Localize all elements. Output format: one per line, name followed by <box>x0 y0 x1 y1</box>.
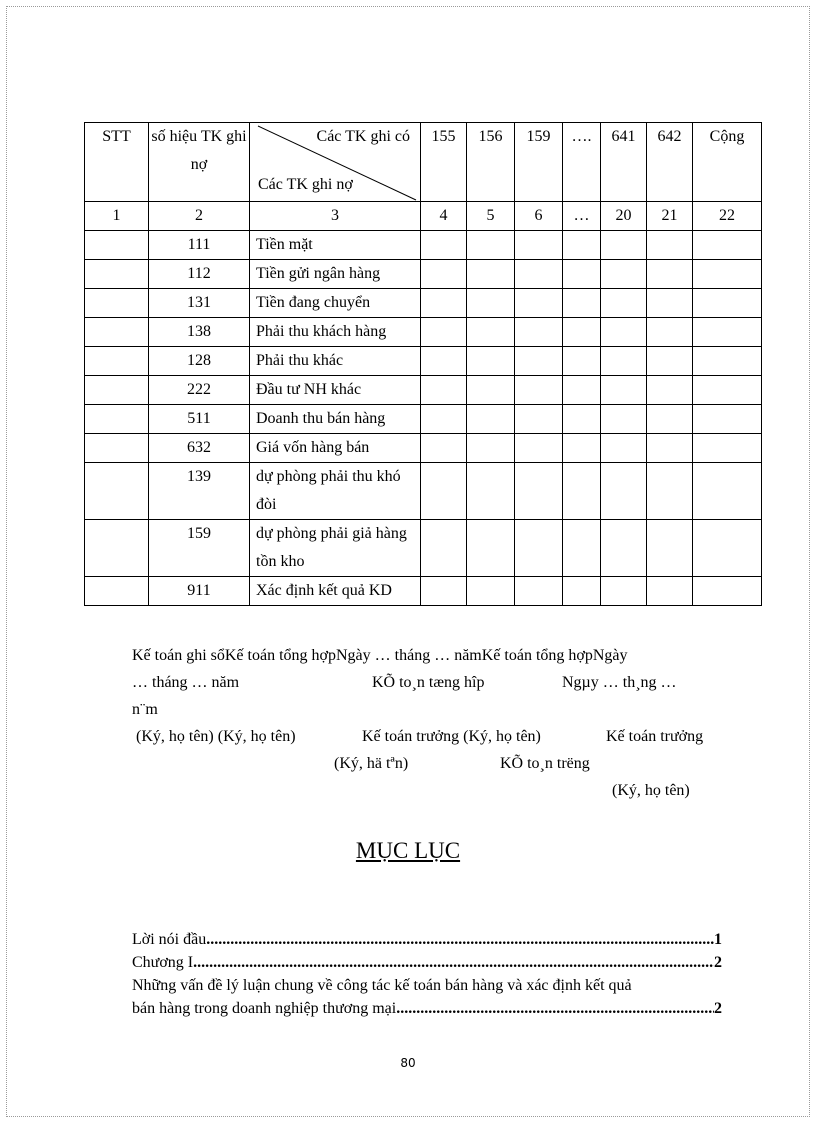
row-account-code: 511 <box>149 405 250 434</box>
toc-item[interactable] <box>132 951 722 974</box>
row-amount-cell <box>563 376 601 405</box>
row-amount-cell <box>421 463 467 520</box>
row-account-name: dự phòng phải thu khó đòi <box>250 463 421 520</box>
row-amount-cell <box>601 463 647 520</box>
column-number: 22 <box>693 202 762 231</box>
row-amount-cell <box>515 463 563 520</box>
column-number: 3 <box>250 202 421 231</box>
row-stt <box>85 318 149 347</box>
row-amount-cell <box>647 318 693 347</box>
account-rows <box>85 231 762 606</box>
row-amount-cell <box>647 347 693 376</box>
row-amount-cell <box>467 347 515 376</box>
row-stt <box>85 260 149 289</box>
row-amount-cell <box>515 434 563 463</box>
column-number: 21 <box>647 202 693 231</box>
header-col: 155 <box>421 123 467 202</box>
row-account-code: 138 <box>149 318 250 347</box>
row-amount-cell <box>693 434 762 463</box>
row-amount-cell <box>515 376 563 405</box>
row-amount-cell <box>601 405 647 434</box>
row-amount-cell <box>601 289 647 318</box>
row-amount-cell <box>693 463 762 520</box>
row-amount-cell <box>467 405 515 434</box>
table-row <box>85 434 762 463</box>
table-row <box>85 520 762 577</box>
row-stt <box>85 434 149 463</box>
row-account-code: 139 <box>149 463 250 520</box>
signature-line-2b: KÕ to¸n tæng hîp <box>372 674 485 691</box>
row-amount-cell <box>647 434 693 463</box>
table-row <box>85 405 762 434</box>
signature-line-2c: Ngµy … th¸ng … <box>562 674 677 691</box>
signature-line-3: n¨m <box>132 701 158 718</box>
row-stt <box>85 376 149 405</box>
header-col: 159 <box>515 123 563 202</box>
row-amount-cell <box>421 289 467 318</box>
column-number: 2 <box>149 202 250 231</box>
row-amount-cell <box>563 318 601 347</box>
table-row <box>85 347 762 376</box>
row-amount-cell <box>467 376 515 405</box>
signature-line-4a: (Ký, họ tên) (Ký, họ tên) <box>136 728 296 745</box>
row-amount-cell <box>421 318 467 347</box>
row-stt <box>85 520 149 577</box>
row-amount-cell <box>647 577 693 606</box>
row-amount-cell <box>601 260 647 289</box>
row-account-name: Phải thu khác <box>250 347 421 376</box>
row-amount-cell <box>515 347 563 376</box>
row-account-name: Phải thu khách hàng <box>250 318 421 347</box>
row-amount-cell <box>421 577 467 606</box>
row-amount-cell <box>601 376 647 405</box>
row-amount-cell <box>601 231 647 260</box>
row-amount-cell <box>563 260 601 289</box>
signature-line-2a: … tháng … năm <box>132 674 240 691</box>
header-col: Cộng <box>693 123 762 202</box>
row-amount-cell <box>467 289 515 318</box>
row-amount-cell <box>563 520 601 577</box>
row-amount-cell <box>563 231 601 260</box>
toc-item[interactable] <box>132 974 722 997</box>
row-amount-cell <box>693 347 762 376</box>
header-so-hieu: số hiệu TK ghi nợ <box>149 123 250 202</box>
row-amount-cell <box>693 289 762 318</box>
row-amount-cell <box>647 289 693 318</box>
table-row <box>85 577 762 606</box>
row-account-code: 111 <box>149 231 250 260</box>
row-stt <box>85 463 149 520</box>
row-account-name: Đầu tư NH khác <box>250 376 421 405</box>
header-col: …. <box>563 123 601 202</box>
row-amount-cell <box>693 318 762 347</box>
column-number: 4 <box>421 202 467 231</box>
row-amount-cell <box>563 463 601 520</box>
row-amount-cell <box>467 463 515 520</box>
row-stt <box>85 231 149 260</box>
row-amount-cell <box>601 318 647 347</box>
row-account-name: dự phòng phải giả hàng tồn kho <box>250 520 421 577</box>
row-amount-cell <box>467 520 515 577</box>
row-amount-cell <box>515 520 563 577</box>
table-row <box>85 376 762 405</box>
row-account-code: 128 <box>149 347 250 376</box>
row-account-name: Giá vốn hàng bán <box>250 434 421 463</box>
header-diagonal-cell <box>250 123 421 202</box>
row-amount-cell <box>647 405 693 434</box>
column-number: 6 <box>515 202 563 231</box>
row-amount-cell <box>421 347 467 376</box>
row-amount-cell <box>693 577 762 606</box>
row-amount-cell <box>563 405 601 434</box>
signature-line-1: Kế toán ghi sổKế toán tổng hợpNgày … tháng … nămKế toán tổng hợpNgày <box>132 647 628 664</box>
signature-line-6: (Ký, họ tên) <box>612 782 690 799</box>
row-amount-cell <box>563 347 601 376</box>
toc-item-page: 2 <box>714 954 722 971</box>
signature-line-5a: (Ký, hä tªn) <box>334 755 409 772</box>
table-header-row <box>85 123 762 202</box>
row-amount-cell <box>601 520 647 577</box>
ledger-table <box>84 122 762 606</box>
row-amount-cell <box>563 577 601 606</box>
row-amount-cell <box>467 231 515 260</box>
row-stt <box>85 405 149 434</box>
table-row <box>85 289 762 318</box>
row-amount-cell <box>601 347 647 376</box>
column-number-row <box>85 202 762 231</box>
signature-line-5b: KÕ to¸n trëng <box>500 755 590 772</box>
row-amount-cell <box>647 260 693 289</box>
row-amount-cell <box>563 434 601 463</box>
row-amount-cell <box>563 289 601 318</box>
toc-item-text-line2: bán hàng trong doanh nghiệp thương mại <box>132 1000 397 1017</box>
row-amount-cell <box>467 318 515 347</box>
toc-item-continued[interactable] <box>132 997 722 1020</box>
toc-item-page: 1 <box>714 931 722 948</box>
table-of-contents <box>132 928 722 1020</box>
row-amount-cell <box>421 434 467 463</box>
row-amount-cell <box>647 376 693 405</box>
row-account-code: 112 <box>149 260 250 289</box>
signature-line-4b: Kế toán trưởng (Ký, họ tên) <box>362 728 541 745</box>
toc-item-text: Chương I <box>132 954 194 971</box>
row-account-name: Tiền mặt <box>250 231 421 260</box>
toc-leader <box>206 928 714 951</box>
toc-item-text-line1: Những vấn đề lý luận chung về công tác kế toán bán hàng và xác định kết quả <box>132 977 632 994</box>
row-amount-cell <box>421 231 467 260</box>
row-amount-cell <box>467 577 515 606</box>
row-amount-cell <box>421 520 467 577</box>
column-number: 20 <box>601 202 647 231</box>
table-row <box>85 318 762 347</box>
row-account-name: Tiền đang chuyển <box>250 289 421 318</box>
row-amount-cell <box>647 520 693 577</box>
header-col: 641 <box>601 123 647 202</box>
row-amount-cell <box>515 577 563 606</box>
row-amount-cell <box>693 231 762 260</box>
toc-leader <box>396 997 714 1020</box>
row-stt <box>85 577 149 606</box>
column-number: 1 <box>85 202 149 231</box>
row-account-code: 222 <box>149 376 250 405</box>
row-amount-cell <box>601 434 647 463</box>
header-tk-ghi-co: Các TK ghi có <box>316 128 410 145</box>
toc-item-page: 2 <box>714 1000 722 1017</box>
row-amount-cell <box>421 405 467 434</box>
toc-title: MỤC LỤC <box>355 838 461 863</box>
row-amount-cell <box>515 405 563 434</box>
header-tk-ghi-no: Các TK ghi nợ <box>258 176 353 193</box>
toc-leader <box>193 951 714 974</box>
row-amount-cell <box>693 405 762 434</box>
row-amount-cell <box>421 376 467 405</box>
row-amount-cell <box>467 434 515 463</box>
header-col: 156 <box>467 123 515 202</box>
row-amount-cell <box>515 260 563 289</box>
table-row <box>85 260 762 289</box>
column-number: … <box>563 202 601 231</box>
row-amount-cell <box>515 289 563 318</box>
header-col: 642 <box>647 123 693 202</box>
toc-item-text: Lời nói đầu <box>132 931 207 948</box>
row-amount-cell <box>515 318 563 347</box>
signature-line-4c: Kế toán trưởng <box>606 728 704 745</box>
row-stt <box>85 347 149 376</box>
row-account-name: Tiền gửi ngân hàng <box>250 260 421 289</box>
table-row <box>85 463 762 520</box>
table-row <box>85 231 762 260</box>
row-account-code: 911 <box>149 577 250 606</box>
row-account-code: 632 <box>149 434 250 463</box>
row-account-code: 159 <box>149 520 250 577</box>
row-amount-cell <box>421 260 467 289</box>
column-number: 5 <box>467 202 515 231</box>
row-account-name: Xác định kết quả KD <box>250 577 421 606</box>
row-amount-cell <box>693 260 762 289</box>
row-amount-cell <box>647 231 693 260</box>
toc-item[interactable] <box>132 928 722 951</box>
row-amount-cell <box>693 520 762 577</box>
row-amount-cell <box>693 376 762 405</box>
row-amount-cell <box>647 463 693 520</box>
row-amount-cell <box>515 231 563 260</box>
row-account-name: Doanh thu bán hàng <box>250 405 421 434</box>
row-amount-cell <box>601 577 647 606</box>
row-account-code: 131 <box>149 289 250 318</box>
header-stt: STT <box>85 123 149 202</box>
row-stt <box>85 289 149 318</box>
row-amount-cell <box>467 260 515 289</box>
page-number: 80 <box>400 1056 416 1070</box>
